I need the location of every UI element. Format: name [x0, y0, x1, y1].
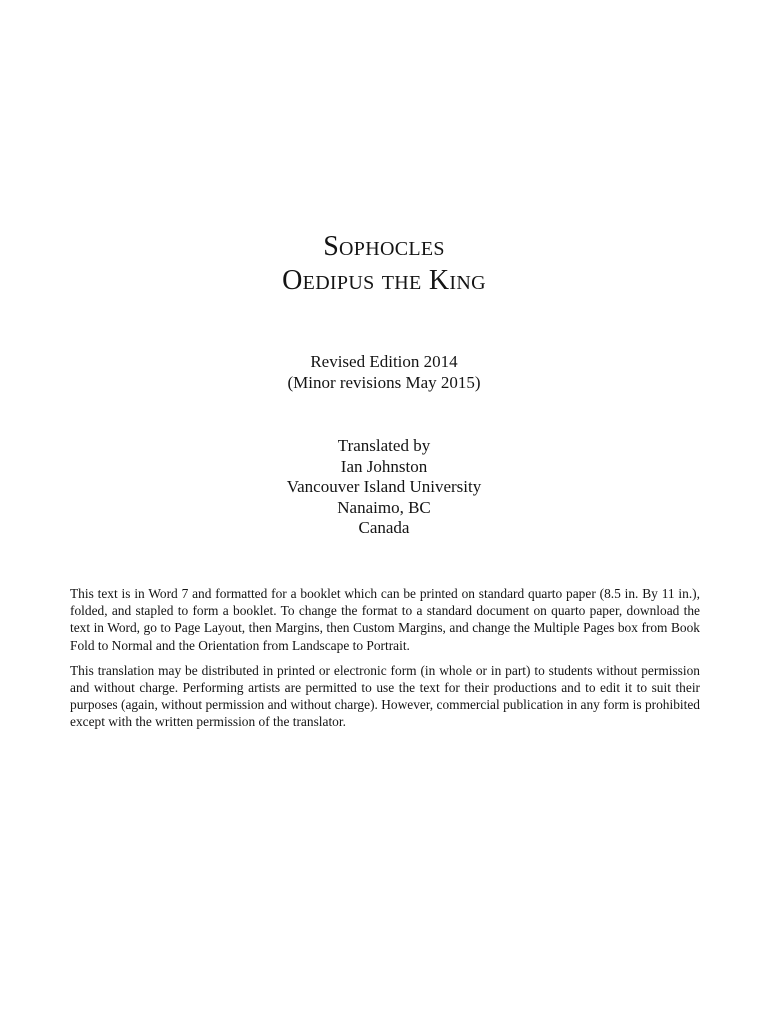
translator-name: Ian Johnston: [340, 456, 428, 476]
translator-city: Nanaimo, BC: [337, 497, 431, 517]
work-title: Oedipus the King: [282, 265, 486, 296]
translator-institution: Vancouver Island University: [286, 477, 482, 496]
edition-line: Revised Edition 2014: [310, 352, 458, 371]
edition-block: [0, 351, 768, 393]
author-title: Sophocles: [323, 231, 445, 262]
translator-block: [0, 436, 768, 539]
format-note-paragraph: This text is in Word 7 and formatted for a booklet which can be printed on standard quarto paper (8.5 in. By 11 in.), folded, and stapled to form a booklet. To change the format to a standard document on quarto paper, download the text in Word, go to Page Layout, then Margins, then Custom Margins, and change the Multiple Pages box from Book Fold to Normal and the Orientation from Landscape to Portrait.: [70, 586, 700, 653]
distribution-note-paragraph: This translation may be distributed in printed or electronic form (in whole or in part) to students without permission and without charge. Performing artists are permitted to use the text for their productions and to edit it to suit their purposes (again, without permission and without charge). However, commercial publication in any form is prohibited except with the written permission of the translator.: [70, 662, 700, 730]
title-block: [0, 230, 768, 298]
revision-line: (Minor revisions May 2015): [287, 373, 481, 392]
translator-country: Canada: [358, 518, 410, 537]
notes-section: [70, 585, 700, 739]
translated-by-label: Translated by: [337, 436, 431, 455]
